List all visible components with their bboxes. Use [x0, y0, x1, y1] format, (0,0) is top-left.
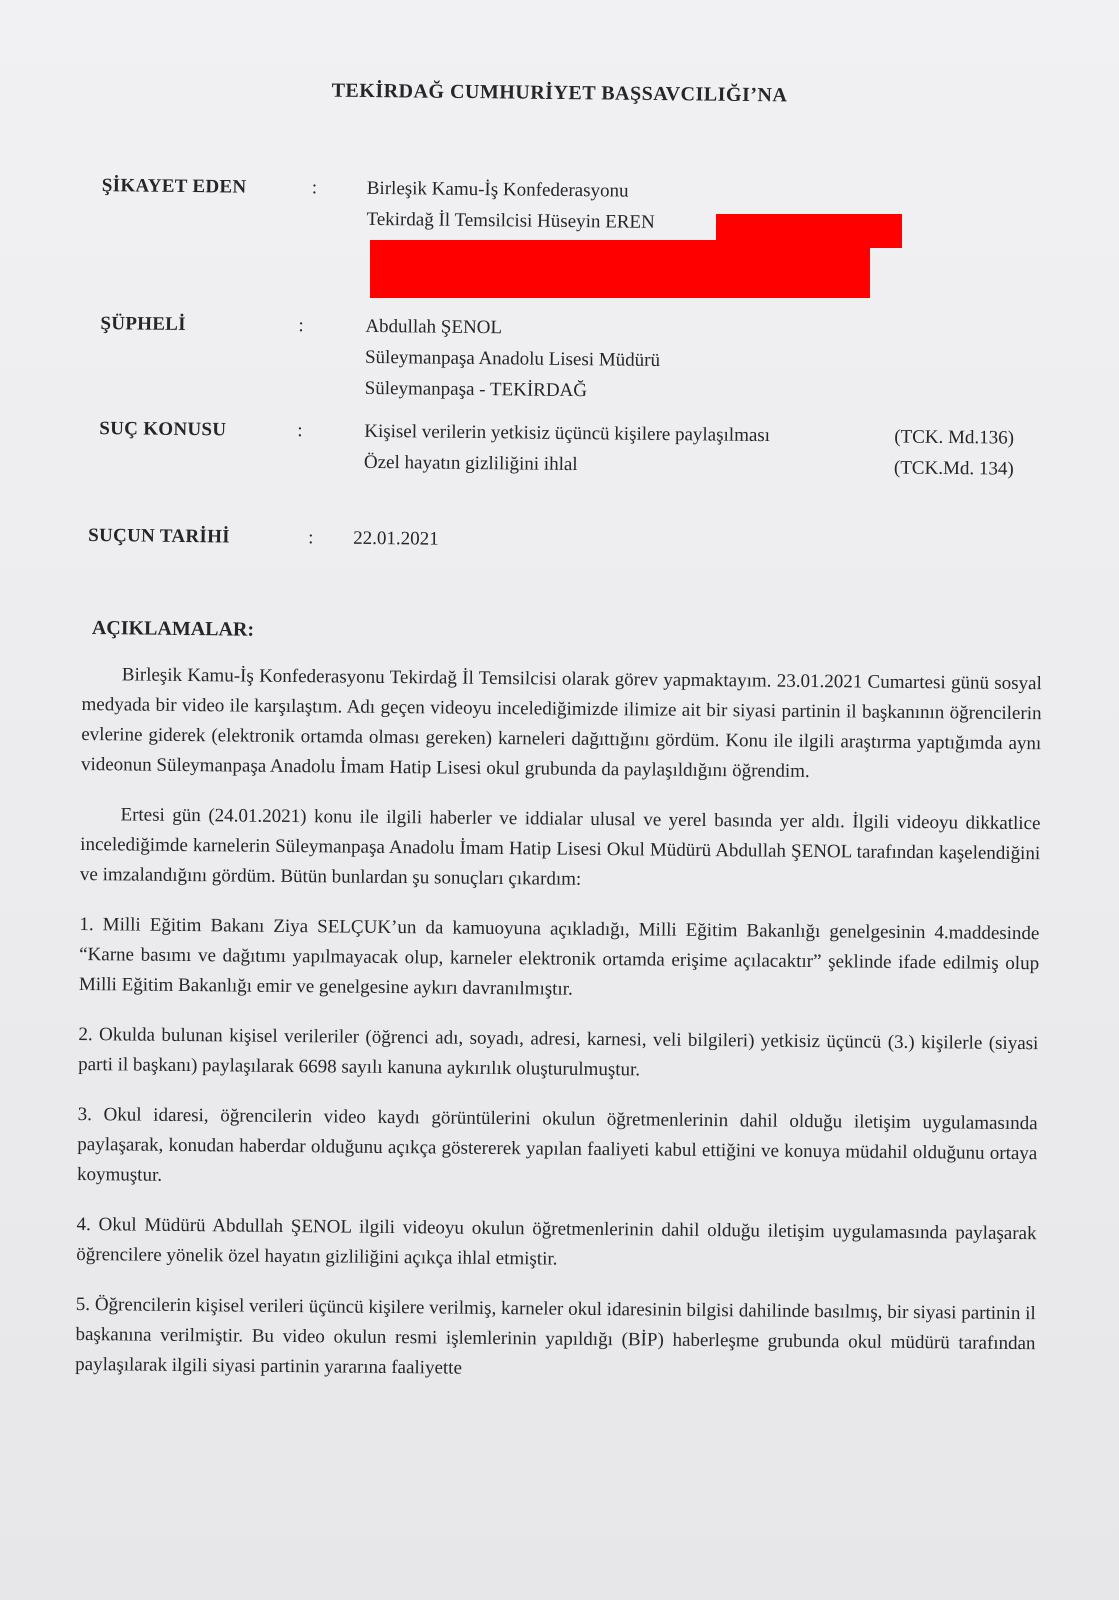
list-item-3: 3. Okul idaresi, öğrencilerin video kaydı görüntülerini okulun öğretmenlerinin dahil olduğu iletişim uygulamasında paylaşarak, konudan haberdar olduğunu açıkça göstererek yapılan faaliyeti kabul ettiğini ve konuya müdahil olduğunu ortaya koymuştur. — [76, 1103, 1038, 1186]
complainant-field — [92, 170, 1052, 233]
suspect-field — [91, 308, 1051, 402]
complainant-label: ŞİKAYET EDEN — [101, 175, 247, 198]
header-fields — [88, 170, 1052, 550]
suspect-line-3: Süleymanpaşa - TEKİRDAĞ — [364, 377, 588, 402]
paragraph-2: Ertesi gün (24.01.2021) konu ile ilgili haberler ve iddialar ulusal ve yerel basında yer aldı. İlgili videoyu dikkatlice incelediğimde karnelerin Süleymanpaşa Anadolu İmam Hatip Lisesi Okul Müdürü Abdullah ŞENOL tarafından kaşelendiğini ve imzalandığını gördüm. Bütün bunlardan şu sonuçları çıkardım: — [79, 804, 1041, 890]
suspect-values — [365, 311, 1046, 411]
list-item-4: 4. Okul Müdürü Abdullah ŞENOL ilgili videoyu okulun öğretmenlerinin dahil olduğu iletişim uygulamasında paylaşarak öğrencilere yönelik özel hayatın gizliliğini açıkça ihlal etmiştir. — [76, 1213, 1037, 1270]
date-field — [88, 520, 1048, 550]
suspect-line-2: Süleymanpaşa Anadolu Lisesi Müdürü — [364, 346, 661, 371]
list-item-1: 1. Milli Eğitim Bakanı Ziya SELÇUK’un da kamuoyuna açıkladığı, Milli Eğitim Bakanlığı genelgesinin 4.maddesinde “Karne basımı ve dağıtımı yapılmayacak olup, karneler elektronik ortamda erişime açılacaktır” şeklinde ifade edilmiş olup Milli Eğitim Bakanlığı emir ve genelgesine aykırı davranılmıştır. — [78, 913, 1040, 1000]
subject-colon: : — [297, 420, 303, 442]
redaction-bar-2 — [370, 240, 870, 298]
subject-line-2-text: Özel hayatın gizliliğini ihlal — [363, 451, 578, 476]
complainant-values — [366, 173, 1047, 242]
document-heading: TEKİRDAĞ CUMHURİYET BAŞSAVCILIĞI’NA — [331, 79, 788, 107]
date-value: 22.01.2021 — [353, 527, 439, 550]
subject-ref-1: (TCK. Md.136) — [894, 426, 1015, 449]
suspect-colon: : — [298, 315, 304, 337]
subject-ref-2: (TCK.Md. 134) — [893, 457, 1014, 480]
explanations-body — [75, 660, 1042, 1409]
list-item-5: 5. Öğrencilerin kişisel verileri üçüncü kişilere verilmiş, karneler okul idaresinin bilgisi dahilinde basılmış, bir siyasi partinin il başkanına verilmiştir. Bu video okulun resmi işlemlerinin yapıldığı (BİP) haberleşme grubunda okul müdürü tarafından paylaşılarak ilgili siyasi partinin yararına faaliyette — [75, 1293, 1036, 1379]
paragraph-1: Birleşik Kamu-İş Konfederasyonu Tekirdağ İl Temsilcisi olarak görev yapmaktayım. 23.01.2021 Cumartesi günü sosyal medyada bir video ile karşılaştım. Adı geçen videoyu incelediğimizde ilimize ait bir siyasi partinin il başkanının öğrencilerin evlerine giderek (elektronik ortamda olması gereken) karneleri dağıttığını gördüm. Konu ile ilgili araştırma yaptığımda aynı videonun Süleymanpaşa Anadolu İmam Hatip Lisesi okul grubunda da paylaşıldığını öğrendim. — [80, 664, 1042, 782]
complainant-line-2: Tekirdağ İl Temsilcisi Hüseyin EREN — [366, 208, 655, 233]
subject-field — [89, 413, 1049, 480]
suspect-line-1: Abdullah ŞENOL — [365, 315, 503, 339]
subject-line-2 — [364, 447, 1044, 485]
complainant-line-1: Birleşik Kamu-İş Konfederasyonu — [366, 177, 629, 202]
complainant-colon: : — [311, 177, 318, 199]
subject-values — [364, 416, 1045, 485]
explanations-title: AÇIKLAMALAR: — [91, 617, 255, 641]
list-item-2: 2. Okulda bulunan kişisel verileriler (öğrenci adı, soyadı, adresi, karnesi, veli bilgileri) yetkisiz üçüncü (3.) kişilerle (siyasi parti il başkanı) paylaşılarak 6698 sayılı kanuna aykırılık oluşturulmuştur. — [78, 1023, 1039, 1081]
date-label: SUÇUN TARİHİ — [88, 524, 231, 548]
subject-line-1-text: Kişisel verilerin yetkisiz üçüncü kişilere paylaşılması — [364, 420, 771, 447]
subject-label: SUÇ KONUSU — [99, 418, 227, 441]
suspect-label: ŞÜPHELİ — [100, 313, 187, 335]
date-colon: : — [308, 527, 314, 549]
